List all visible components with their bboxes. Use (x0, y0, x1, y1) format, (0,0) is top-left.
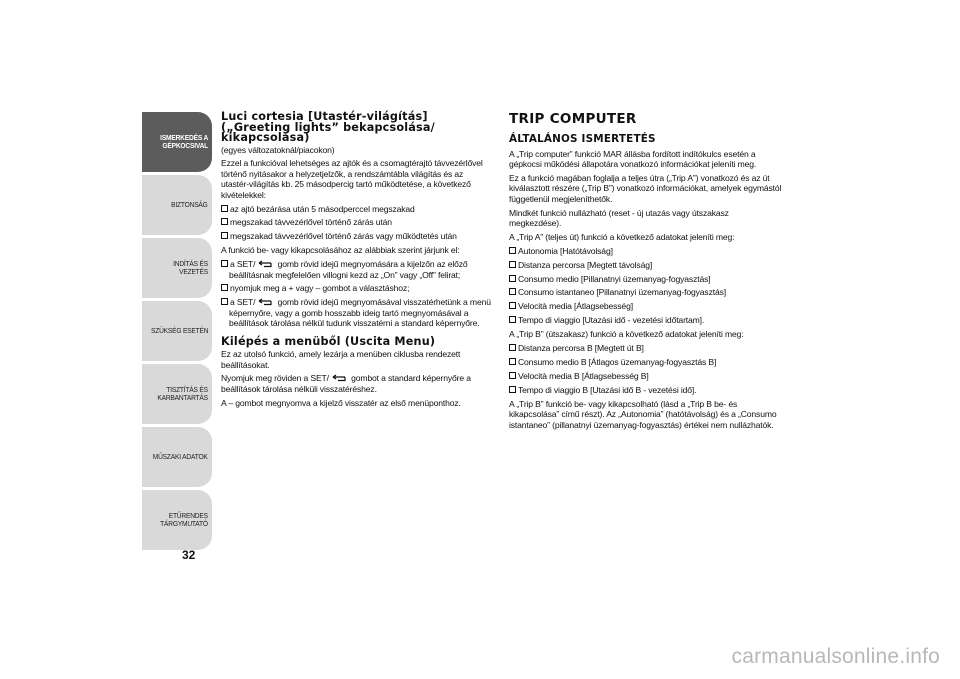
tab-tisztitas-es-karbantartas[interactable]: TISZTÍTÁS ÉS KARBANTARTÁS (142, 364, 212, 424)
exit-menu-title: Kilépés a menüből (Uscita Menu) (221, 334, 436, 348)
list-item: a SET/ gomb rövid idejű megnyomására a kijelzőn az előző beállításnak megfelelően villogni kezd az „On” vagy „Off” felirat; (221, 259, 491, 280)
procedure-intro: A funkció be- vagy kikapcsolásához az alábbiak szerint járjunk el: (221, 245, 460, 256)
trip-a-intro: A „Trip A” (teljes út) funkció a következő adatokat jeleníti meg: (509, 231, 735, 242)
variant-note: (egyes változatoknál/piacokon) (221, 144, 335, 155)
bullet-box-icon (509, 358, 516, 365)
list-item: Velocità media B [Átlagsebesség B] (509, 371, 782, 381)
list-item: Consumo medio B [Átlagos üzemanyag-fogyasztás B] (509, 357, 782, 367)
bullet-box-icon (221, 260, 228, 267)
general-description-title: ÁLTALÁNOS ISMERTETÉS (509, 133, 656, 145)
tab-biztonsag[interactable]: BIZTONSÁG (142, 175, 212, 235)
return-arrow-icon (257, 298, 273, 306)
tab-ismerkedes[interactable]: ISMERKEDÉS A GÉPKOCSIVAL (142, 112, 212, 172)
return-arrow-icon (257, 260, 273, 268)
bullet-box-icon (509, 344, 516, 351)
list-item: Consumo istantaneo [Pillanatnyi üzemanyag-fogyasztás] (509, 287, 782, 297)
list-item: nyomjuk meg a + vagy – gombot a választáshoz; (221, 283, 491, 293)
list-item: megszakad távvezérlővel történő zárás vagy működtetés után (221, 231, 491, 241)
list-item: Autonomia [Hatótávolság] (509, 246, 782, 256)
left-column (221, 112, 491, 412)
bullet-box-icon (509, 288, 516, 295)
tab-muszaki-adatok[interactable]: MŰSZAKI ADATOK (142, 427, 212, 487)
exit-menu-minus-instruction: A – gombot megnyomva a kijelző visszatér az első menüponthoz. (221, 397, 461, 408)
list-item: a SET/ gomb rövid idejű megnyomásával visszatérhetünk a menü képernyőre, vagy a gomb hosszabb ideig tartó megnyomásával a beállítások tárolása nélkül tudunk visszatérni a standard képernyőre. (221, 297, 491, 328)
bullet-box-icon (509, 386, 516, 393)
tab-targymutato[interactable]: ETŰRENDES TÁRGYMUTATÓ (142, 490, 212, 550)
trip-b-note: A „Trip B” funkció be- vagy kikapcsolható (lásd a „Trip B be- és kikapcsolása” című részt). Az „Autonomia” (hatótávolság) és a „Consumo istantaneo” (pillanatnyi üzemanyag-fogyasztás) értékei nem nullázhatók. (509, 398, 777, 430)
chapter-tabs (142, 112, 212, 550)
list-item: Tempo di viaggio [Utazási idő - vezetési időtartam]. (509, 315, 782, 325)
bullet-box-icon (221, 218, 228, 225)
exit-menu-set-instruction: Nyomjuk meg röviden a SET/ gombot a standard képernyőre a beállítások tárolása nélküli visszatéréshez. (221, 373, 471, 394)
list-item: megszakad távvezérlővel történő zárás után (221, 217, 491, 227)
trip-b-intro: A „Trip B” (útszakasz) funkció a következő adatokat jeleníti meg: (509, 329, 744, 340)
bullet-box-icon (509, 372, 516, 379)
return-arrow-icon (331, 374, 347, 382)
page-number: 32 (182, 548, 196, 562)
watermark: carmanualsonline.info (731, 645, 940, 668)
bullet-box-icon (221, 232, 228, 239)
tab-szukseg-eseten[interactable]: SZÜKSÉG ESETÉN (142, 301, 212, 361)
greeting-lights-description: Ezzel a funkcióval lehetséges az ajtók és a csomagtérajtó távvezérlővel történő nyitásakor a helyzetjelzők, a rendszámtábla világítás és az utastér-világítás kb. 25 másodpercig tartó működtetése, a következő kivételekkel: (221, 158, 483, 200)
list-item: az ajtó bezárása után 5 másodperccel megszakad (221, 204, 491, 214)
bullet-box-icon (509, 275, 516, 282)
trip-computer-intro: A „Trip computer” funkció MAR állásba fordított indítókulcs esetén a gépkocsi működési állapotára vonatkozó információkat jeleníti meg. (509, 148, 757, 169)
trip-computer-title: TRIP COMPUTER (509, 111, 637, 127)
list-item: Tempo di viaggio B [Utazási idő B - vezetési idő]. (509, 385, 782, 395)
list-item: Distanza percorsa B [Megtett út B] (509, 343, 782, 353)
trip-computer-scope: Ez a funkció magában foglalja a teljes útra („Trip A”) vonatkozó és az út kiválasztott részére („Trip B”) vonatkozó információkat, amelyek egymástól függetlenül megjeleníthetők. (509, 172, 782, 204)
list-item: Velocità media [Átlagsebesség] (509, 301, 782, 311)
bullet-box-icon (509, 316, 516, 323)
greeting-lights-title: Luci cortesia [Utastér-világítás] („Greeting lights” bekapcsolása/ kikapcsolása) (221, 110, 435, 144)
bullet-box-icon (509, 247, 516, 254)
exit-menu-description: Ez az utolsó funkció, amely lezárja a menüben ciklusba rendezett beállításokat. (221, 349, 461, 370)
bullet-box-icon (221, 205, 228, 212)
list-item: Consumo medio [Pillanatnyi üzemanyag-fogyasztás] (509, 274, 782, 284)
tab-inditas-es-vezetes[interactable]: INDÍTÁS ÉS VEZETÉS (142, 238, 212, 298)
bullet-box-icon (509, 261, 516, 268)
right-column (509, 112, 782, 433)
list-item: Distanza percorsa [Megtett távolság] (509, 260, 782, 270)
bullet-box-icon (509, 302, 516, 309)
bullet-box-icon (221, 298, 228, 305)
trip-computer-reset: Mindkét funkció nullázható (reset - új utazás vagy útszakasz megkezdése). (509, 207, 729, 228)
bullet-box-icon (221, 284, 228, 291)
